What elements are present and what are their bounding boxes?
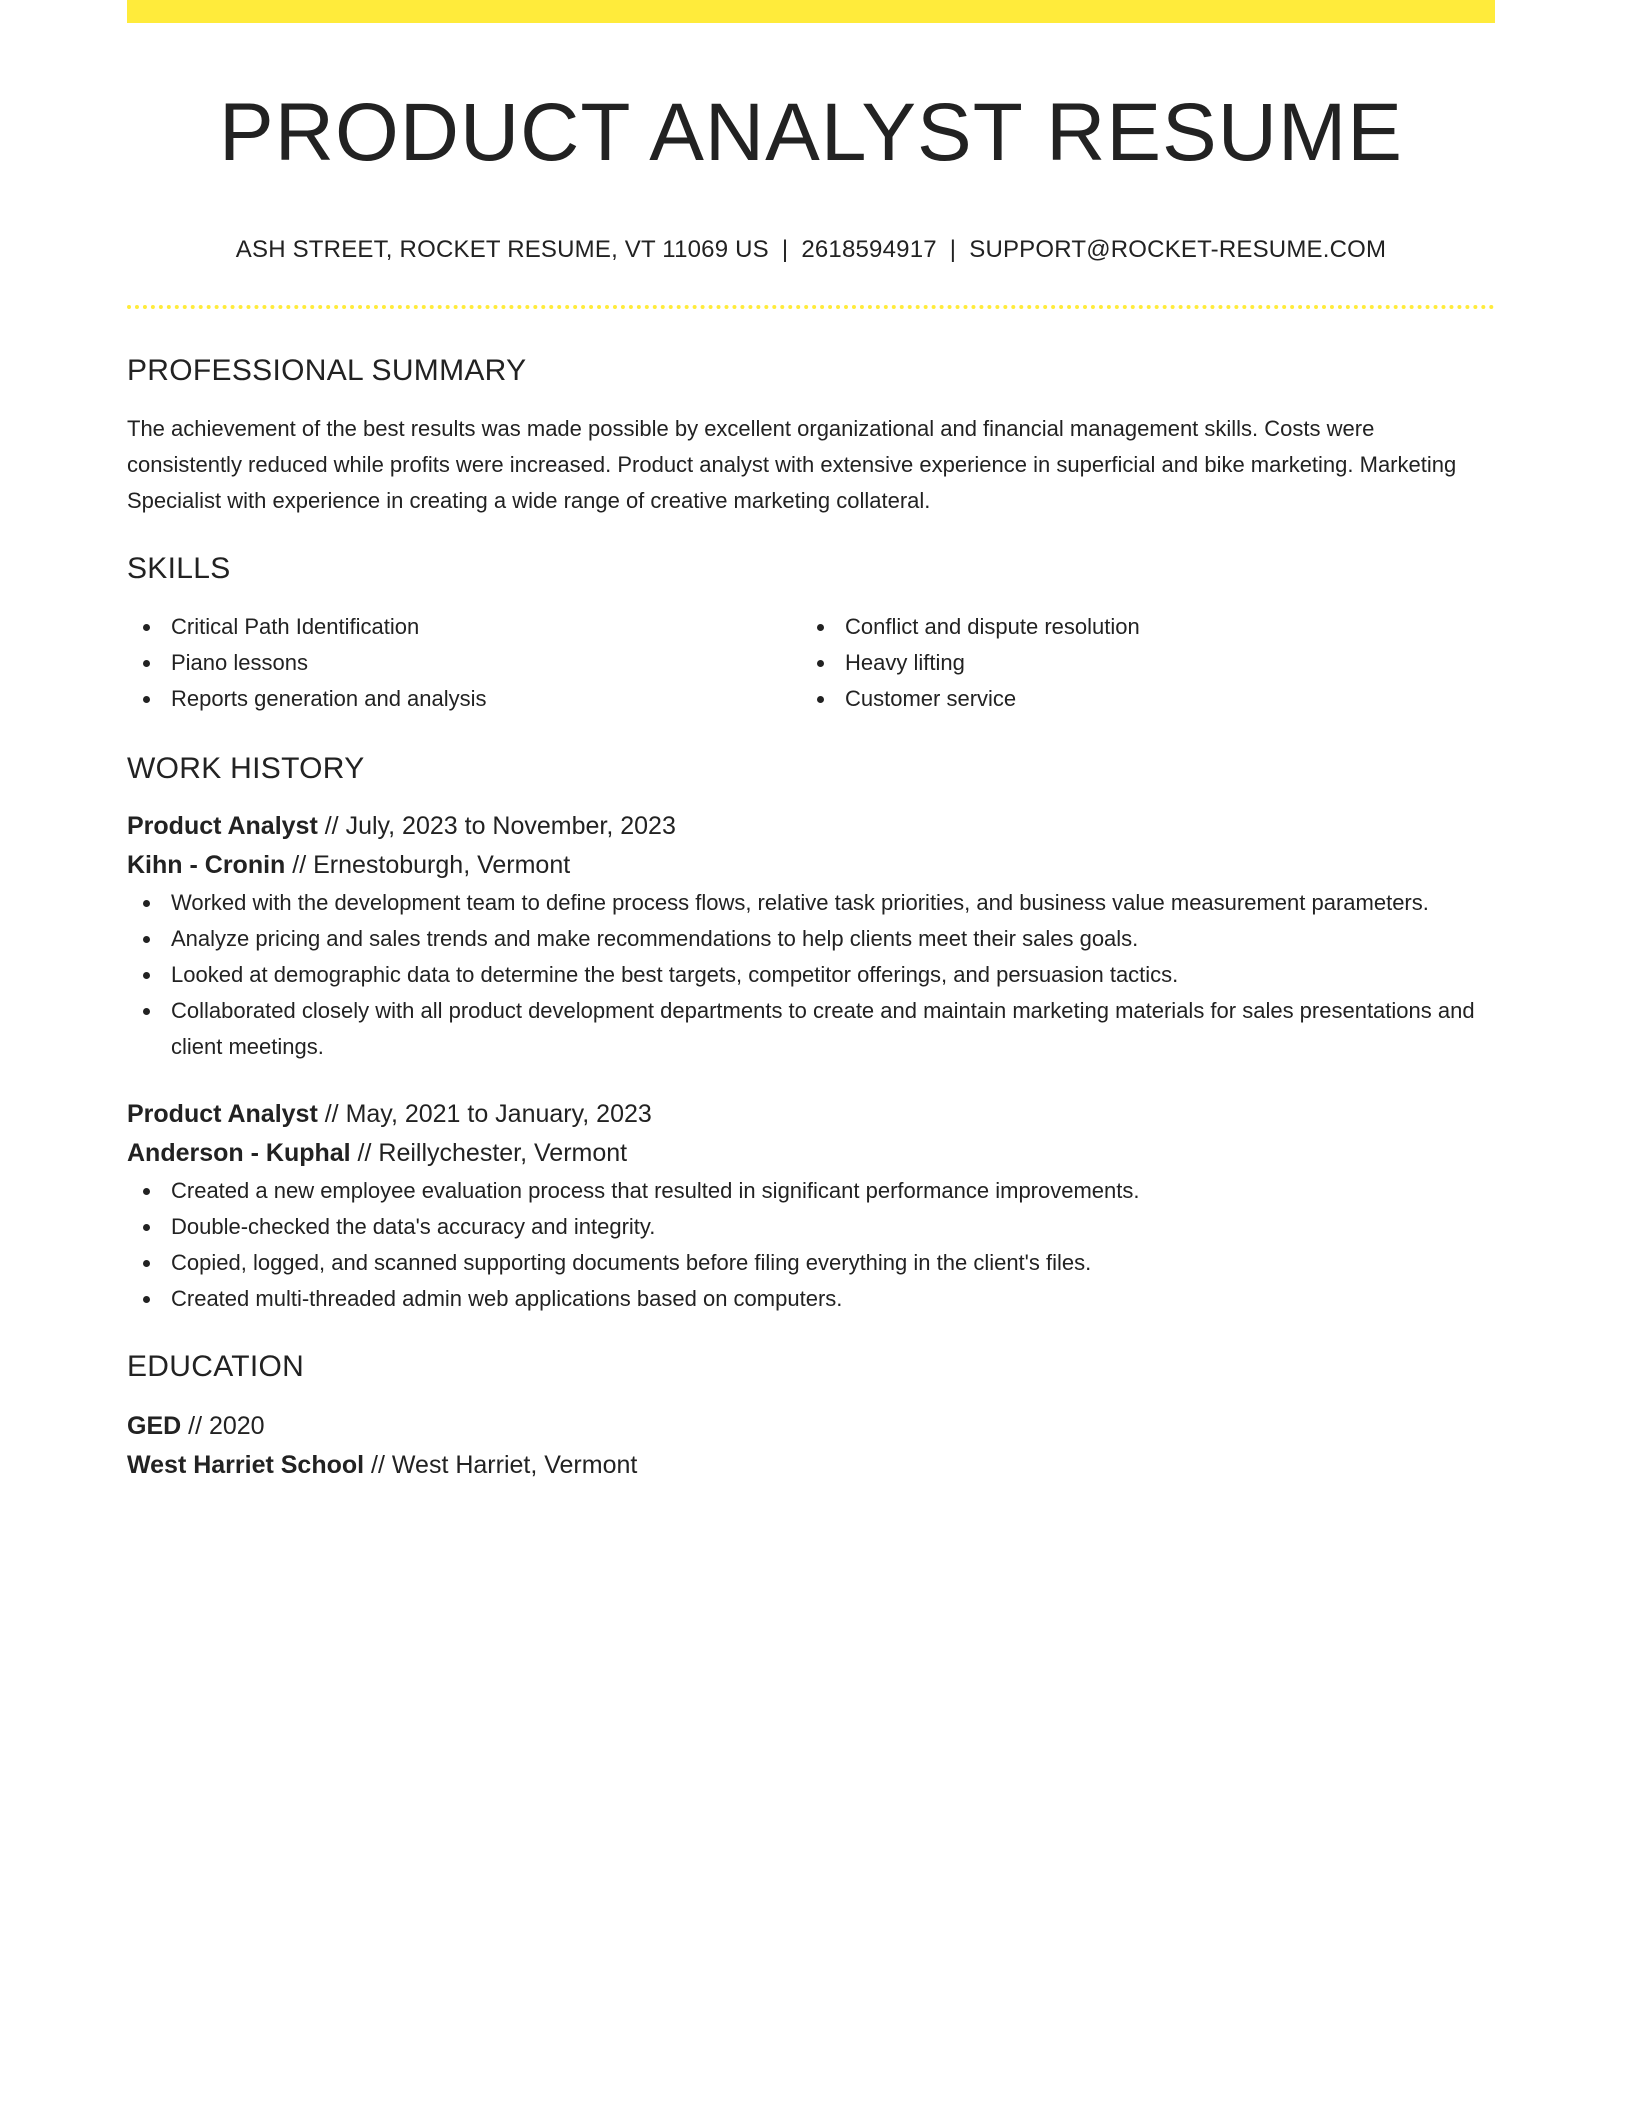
education-year: // 2020: [181, 1412, 265, 1440]
section-heading-skills: SKILLS: [127, 552, 231, 585]
contact-email: SUPPORT@ROCKET-RESUME.COM: [969, 236, 1387, 263]
section-heading-summary: PROFESSIONAL SUMMARY: [127, 354, 527, 387]
job-company: Anderson - Kuphal: [127, 1139, 351, 1167]
section-heading-education: EDUCATION: [127, 1350, 305, 1383]
job-duties-list: [127, 885, 1495, 1065]
job-title-line: [127, 1095, 1495, 1134]
job-duty-item: Created a new employee evaluation process that resulted in significant performance improvements.: [127, 1173, 1495, 1209]
job-company: Kihn - Cronin: [127, 851, 286, 879]
skill-item: Conflict and dispute resolution: [801, 609, 1475, 645]
skills-column-right: [801, 609, 1475, 717]
job-duty-item: Collaborated closely with all product development departments to create and maintain marketing materials for sales presentations and client meetings.: [127, 993, 1495, 1065]
skill-item: Heavy lifting: [801, 645, 1475, 681]
job-dates: // July, 2023 to November, 2023: [317, 812, 676, 840]
skills-column-left: [127, 609, 801, 717]
job-duty-item: Created multi-threaded admin web applications based on computers.: [127, 1281, 1495, 1317]
job-duty-item: Copied, logged, and scanned supporting documents before filing everything in the client's files.: [127, 1245, 1495, 1281]
job-title-line: [127, 807, 1495, 846]
top-accent-bar: [127, 0, 1495, 23]
job-duty-item: Worked with the development team to define process flows, relative task priorities, and business value measurement parameters.: [127, 885, 1495, 921]
skill-item: Customer service: [801, 681, 1475, 717]
education-school-line: [127, 1446, 1495, 1485]
skills-list: [801, 609, 1475, 717]
contact-separator: |: [949, 236, 957, 263]
job-location: // Ernestoburgh, Vermont: [285, 851, 571, 879]
job-title: Product Analyst: [127, 1100, 318, 1128]
skill-item: Critical Path Identification: [127, 609, 801, 645]
skills-list: [127, 609, 801, 717]
job-location: // Reillychester, Vermont: [350, 1139, 628, 1167]
skill-item: Piano lessons: [127, 645, 801, 681]
education-location: // West Harriet, Vermont: [364, 1451, 638, 1479]
contact-separator: |: [781, 236, 789, 263]
contact-line: [127, 235, 1495, 265]
job-title: Product Analyst: [127, 812, 318, 840]
section-heading-work-history: WORK HISTORY: [127, 752, 365, 785]
education-degree: GED: [127, 1412, 182, 1440]
skills-grid: [127, 609, 1495, 717]
job-dates: // May, 2021 to January, 2023: [317, 1100, 652, 1128]
education-degree-line: [127, 1407, 1495, 1446]
resume-page: [127, 0, 1495, 1485]
job-duty-item: Analyze pricing and sales trends and make recommendations to help clients meet their sales goals.: [127, 921, 1495, 957]
job-company-line: [127, 846, 1495, 885]
job-company-line: [127, 1134, 1495, 1173]
summary-text: The achievement of the best results was made possible by excellent organizational and financial management skills. Costs were consistently reduced while profits were increased. Product analyst with extensive experience in superficial and bike marketing. Marketing Specialist with experience in creating a wide range of creative marketing collateral.: [127, 416, 1457, 513]
dotted-divider: [127, 305, 1495, 309]
job-duties-list: [127, 1173, 1495, 1317]
contact-address: ASH STREET, ROCKET RESUME, VT 11069 US: [235, 236, 769, 263]
job-duty-item: Double-checked the data's accuracy and integrity.: [127, 1209, 1495, 1245]
contact-phone: 2618594917: [801, 236, 937, 263]
resume-title: PRODUCT ANALYST RESUME: [219, 87, 1403, 178]
skill-item: Reports generation and analysis: [127, 681, 801, 717]
education-school: West Harriet School: [127, 1451, 365, 1479]
job-duty-item: Looked at demographic data to determine the best targets, competitor offerings, and persuasion tactics.: [127, 957, 1495, 993]
